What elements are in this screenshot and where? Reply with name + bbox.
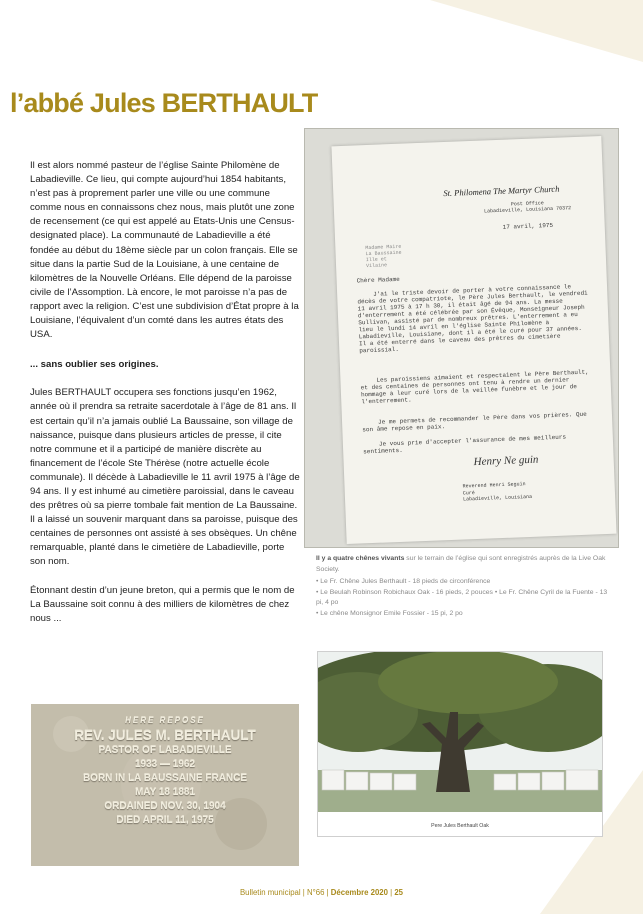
caption-lead: Il y a quatre chênes vivants bbox=[316, 555, 405, 562]
letter-paragraph-2: Les paroissiens aimaient et respectaient le Père Berthault, et des centaines de personnes ont tenu à rendre un dernier hommage à leur curé lors de la veillée funèbre et le jour de l'enterrement. bbox=[360, 368, 589, 406]
oak-tree-photo bbox=[317, 651, 603, 837]
oak-list-item: • Le Fr. Chêne Jules Berthault - 18 pieds de circonférence bbox=[316, 578, 491, 585]
gravestone-inscription bbox=[31, 716, 299, 826]
oak-list-item: • Le chêne Monsignor Emile Fossier - 15 pi, 2 po bbox=[316, 609, 463, 617]
grave-line: HERE REPOSE bbox=[125, 716, 205, 725]
photo-caption: Pere Jules Berthault Oak bbox=[431, 823, 489, 829]
page-title: l’abbé Jules BERTHAULT bbox=[10, 88, 318, 118]
oak-list bbox=[316, 577, 616, 619]
footer-separator: | bbox=[387, 888, 395, 897]
article-body bbox=[30, 159, 300, 640]
letter-salutation: Chère Madame bbox=[356, 275, 400, 285]
grave-line: BORN IN LA BAUSSAINE FRANCE bbox=[82, 773, 248, 784]
section-subtitle: ... sans oublier ses origines. bbox=[30, 359, 159, 371]
page-footer bbox=[0, 888, 643, 897]
letter-photo bbox=[304, 128, 619, 548]
paragraph-2: Jules BERTHAULT occupera ses fonctions jusqu’en 1962, année où il prendra sa retraite sacerdotale à l’âge de 81 ans. Il est certain qu’il n’a jamais oublié La Baussaine, son village de naissance, puisque dans plusieurs articles de presse, il cite notre commune et il a participé de manière discrète au financement de l’école Ste Thérèse (notre actuelle école communale). Il décède à Labadieville le 11 avril 1975 à l’âge de 94 ans. Il y est inhumé au cimetière paroissial, dans le caveau des prêtres où sa pierre tombale fait mention de La Baussaine. Il a laissé un souvenir marquant dans sa paroisse, puisque des centaines de personnes ont assisté à ses obsèques. Un chêne remarquable, planté dans le cimetière de Labadieville, porte son nom. bbox=[30, 387, 300, 568]
page-number: 25 bbox=[394, 888, 404, 897]
footer-label: Bulletin municipal | N°66 | bbox=[239, 888, 331, 897]
letter-date: 17 avril, 1975 bbox=[502, 221, 554, 231]
grave-line: MAY 18 1881 bbox=[134, 787, 196, 798]
grave-line: ORDAINED NOV. 30, 1904 bbox=[104, 801, 226, 812]
caption-text: sur le terrain de l’église qui sont enregistrés auprès de la Live Oak Society. bbox=[316, 555, 606, 573]
grave-line: REV. JULES M. BERTHAULT bbox=[74, 728, 256, 743]
grave-line: PASTOR OF LABADIEVILLE bbox=[98, 745, 232, 756]
oak-caption-block bbox=[316, 554, 616, 619]
footer-date: Décembre 2020 bbox=[330, 888, 388, 897]
paragraph-1: Il est alors nommé pasteur de l’église Sainte Philomène de Labadieville. Ce lieu, qui compte aujourd’hui 1854 habitants, n’est pas à proprement parler une ville ou une commune comme nous en connaissons chez nous, mais plutôt une zone de recensement (ce qui est appelé au Etats-Unis une Census-designated place). La communauté de Labadieville a été fondée au début du 18ème siècle par un colon français. Elle se situe dans la partie Sud de la Louisiane, à une centaine de kilomètres de la Nouvelle Orléans. Elle dépend de la paroisse civile de l’Assomption. Là encore, le mot paroisse n’a pas de rapport avec la religion. C’est une subdivision d’État propre à la Louisiane, l’équivalent d’un comté dans les autres états des USA. bbox=[30, 160, 299, 341]
letter-paper bbox=[331, 136, 616, 544]
grave-line: 1933 — 1962 bbox=[134, 759, 196, 770]
grave-line: DIED APRIL 11, 1975 bbox=[116, 815, 214, 826]
letter-letterhead: St. Philomena The Martyr Church bbox=[443, 183, 560, 199]
letter-paragraph-1: J'ai le triste devoir de porter à votre connaissance le décès de votre compatriote, le Père Jules Berthault, le vendredi 11 avril 1975 à 17 h 30, il était âgé de 94 ans. La messe d'enterrement a été célébrée par son Évêque, Monseigneur Joseph Sullivan, assisté par de nombreux prêtres. L'enterrement a eu lieu le lundi 14 avril en l'église Sainte Philomène à Labadieville, Louisiane, dont il a été le curé pour 37 années. Il a été enterré dans le caveau des prêtres du cimetière paroissial. bbox=[357, 283, 588, 355]
letter-recipient: Madame Maire La Baussaine Ille et Vilaine bbox=[365, 243, 402, 270]
oak-tree-illustration bbox=[318, 652, 602, 836]
gravestone-photo bbox=[31, 704, 299, 866]
letter-closing: Je vous prie d'accepter l'assurance de mes meilleurs sentiments. bbox=[363, 433, 567, 456]
oak-list-item: • Le Beulah Robinson Robichaux Oak - 16 pieds, 2 pouces • Le Fr. Chêne Cyril de la Fuente - 13 pi, 4 po bbox=[316, 588, 608, 606]
letter-signer: Reverend Henri Seguin Curé Labadieville, Louisiana bbox=[462, 481, 533, 503]
letter-signature: Henry Ne guin bbox=[473, 453, 539, 469]
paragraph-3: Étonnant destin d’un jeune breton, qui a permis que le nom de La Baussaine soit connu à des milliers de kilomètres de chez nous ... bbox=[30, 584, 295, 624]
letter-address: Post Office Labadieville, Louisiana 70372 bbox=[483, 200, 572, 215]
letter-paragraph-3: Je me permets de recommander le Père dans vos prières. Que son âme repose en paix. bbox=[362, 410, 587, 434]
